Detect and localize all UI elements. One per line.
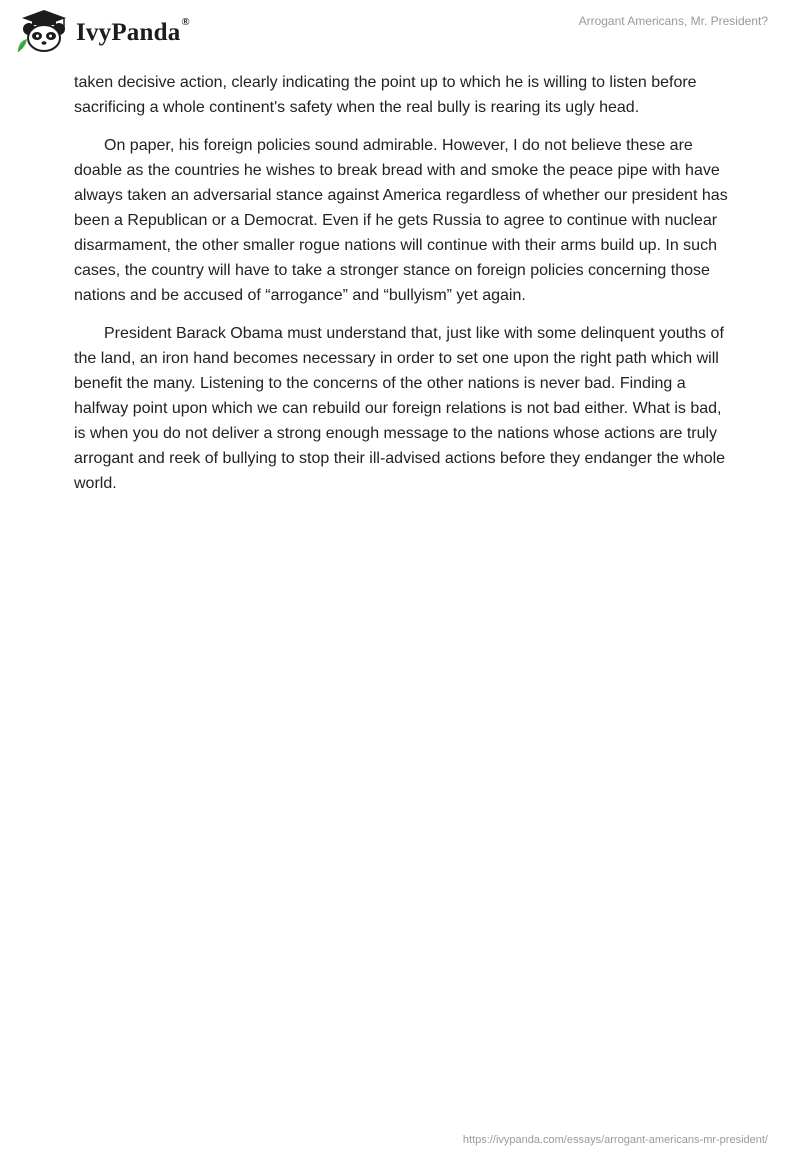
source-url[interactable]: https://ivypanda.com/essays/arrogant-americans-mr-president/ [462, 1134, 768, 1146]
paragraph-2: On paper, his foreign policies sound admirable. However, I do not believe these are doable as the countries he wishes to break bread with and smoke the peace pipe with have always taken an adversarial stance against America regardless of whether our president has been a Republican or a Democrat. Even if he gets Russia to agree to continue with nuclear disarmament, the other smaller rogue nations will continue with their arms build up. In such cases, the country will have to take a stronger stance on foreign policies concerning those nations and be accused of “arrogance” and “bullyism” yet again. [74, 137, 728, 304]
running-title: Arrogant Americans, Mr. President? [578, 14, 768, 28]
paragraph-1: taken decisive action, clearly indicating the point up to which he is willing to listen before sacrificing a whole continent's safety when the real bully is rearing its ugly head. [74, 74, 697, 116]
paragraph-3: President Barack Obama must understand that, just like with some delinquent youths of the land, an iron hand becomes necessary in order to set one upon the right path which will benefit the many. Listening to the concerns of the other nations is never bad. Finding a halfway point upon which we can rebuild our foreign relations is not bad either. What is bad, is when you do not deliver a strong enough message to the nations whose actions are truly arrogant and reek of bullying to stop their ill-advised actions before they endanger the whole world. [74, 325, 726, 492]
page-header [0, 0, 800, 62]
brand-name: IvyPanda® [76, 16, 190, 46]
panda-graduate-icon [14, 8, 74, 54]
registered-mark: ® [181, 16, 190, 28]
essay-body [74, 70, 729, 509]
ivypanda-logo[interactable] [14, 8, 190, 54]
